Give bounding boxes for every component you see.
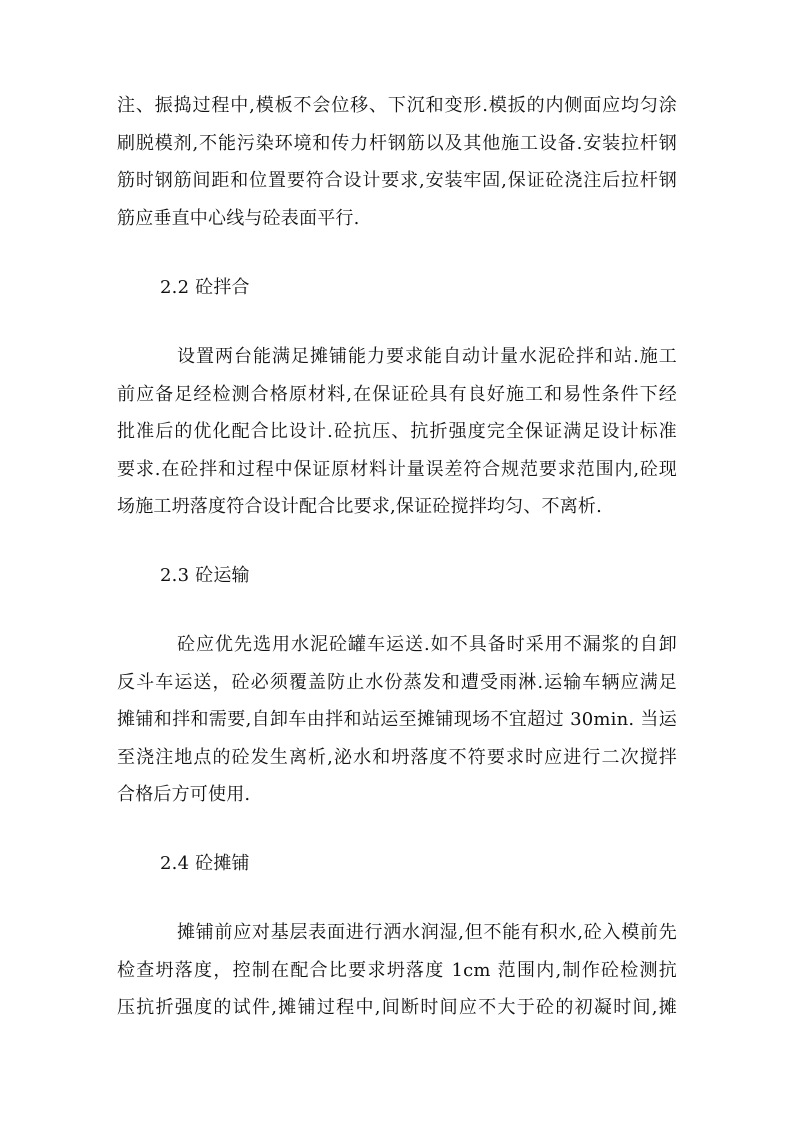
paragraph-line: 批准后的优化配合比设计.砼抗压、抗折强度完全保证满足设计标准 — [117, 421, 677, 442]
paragraph-line: 砼应优先选用水泥砼罐车运送.如不具备时采用不漏浆的自卸 — [177, 634, 677, 655]
paragraph-line: 压抗折强度的试件,摊铺过程中,间断时间应不大于砼的初凝时间,摊 — [117, 997, 677, 1018]
paragraph-line: 反斗车运送，砼必须覆盖防止水份蒸发和遭受雨淋.运输车辆应满足 — [117, 672, 677, 693]
paragraph-line: 要求.在砼拌和过程中保证原材料计量误差符合规范要求范围内,砼现 — [117, 459, 677, 480]
paragraph-line: 至浇注地点的砼发生离析,泌水和坍落度不符要求时应进行二次搅拌 — [117, 747, 677, 768]
paragraph-line: 摊铺前应对基层表面进行洒水润湿,但不能有积水,砼入模前先 — [177, 922, 677, 943]
paragraph-line: 场施工坍落度符合设计配合比要求,保证砼搅拌均匀、不离析. — [117, 496, 603, 517]
paragraph-line: 前应备足经检测合格原材料,在保证砼具有良好施工和易性条件下经 — [117, 384, 677, 405]
paragraph-line: 刷脱模剂,不能污染环境和传力杆钢筋以及其他施工设备.安装拉杆钢 — [117, 133, 677, 154]
section-heading-2-3: 2.3 砼运输 — [160, 565, 250, 586]
section-heading-2-4: 2.4 砼摊铺 — [160, 853, 250, 874]
section-heading-2-2: 2.2 砼拌合 — [160, 277, 250, 298]
paragraph-line: 设置两台能满足摊铺能力要求能自动计量水泥砼拌和站.施工 — [177, 346, 677, 367]
paragraph-line: 筋时钢筋间距和位置要符合设计要求,安装牢固,保证砼浇注后拉杆钢 — [117, 170, 677, 191]
paragraph-line: 注、振捣过程中,模板不会位移、下沉和变形.模扳的内侧面应均匀涂 — [117, 95, 677, 116]
paragraph-line: 筋应垂直中心线与砼表面平行. — [117, 208, 360, 229]
paragraph-line: 摊铺和拌和需要,自卸车由拌和站运至摊铺现场不宜超过 30min. 当运 — [117, 709, 677, 730]
paragraph-line: 检查坍落度，控制在配合比要求坍落度 1cm 范围内,制作砼检测抗 — [117, 960, 677, 981]
paragraph-line: 合格后方可使用. — [117, 784, 251, 805]
